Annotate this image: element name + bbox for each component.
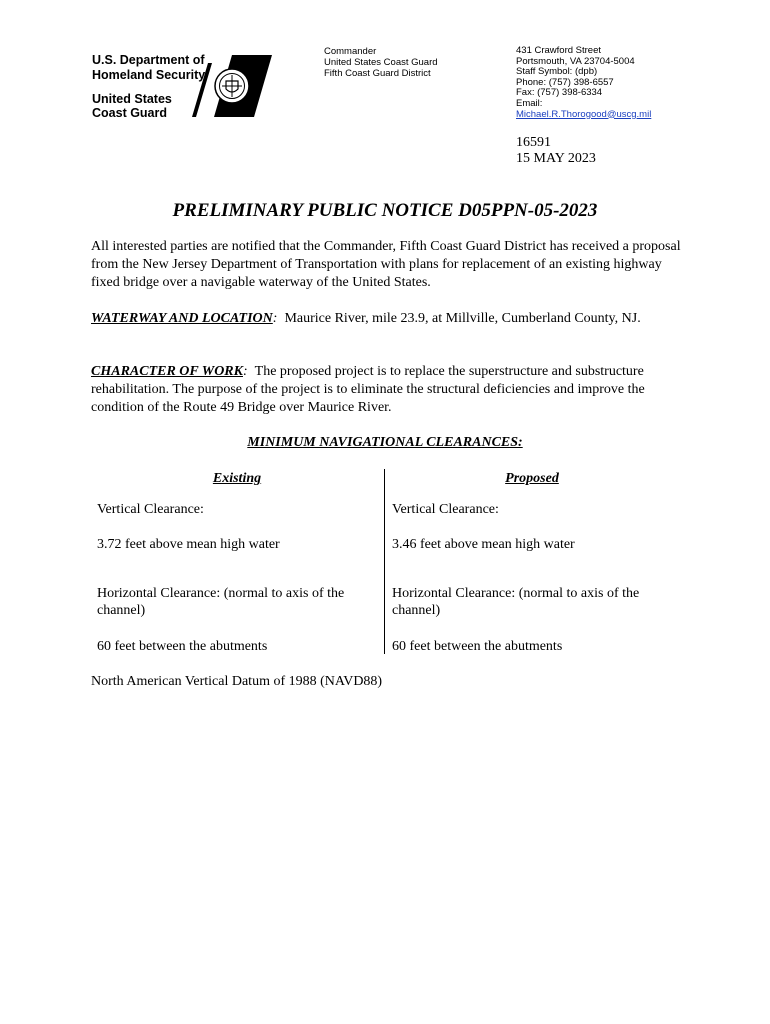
- existing-horizontal-value: 60 feet between the abutments: [97, 639, 268, 654]
- address-line: Phone: (757) 398-6557: [516, 76, 614, 88]
- proposed-vertical-label: Vertical Clearance:: [392, 502, 499, 517]
- waterway-paragraph: WATERWAY AND LOCATION: Maurice River, mile 23.9, at Millville, Cumberland County, NJ.: [91, 311, 641, 326]
- existing-vertical-value: 3.72 feet above mean high water: [97, 537, 280, 552]
- email-link[interactable]: Michael.R.Thorogood@uscg.mil: [516, 108, 652, 120]
- address-line: Fax: (757) 398-6334: [516, 87, 603, 99]
- address-line: Staff Symbol: (dpb): [516, 66, 598, 78]
- reference-block: [516, 135, 596, 167]
- intro-paragraph: All interested parties are notified that the Commander, Fifth Coast Guard District has received a proposal from the New Jersey Department of Transportation with plans for replacement of an existing highway fixed bridge over a navigable waterway of the United States.: [91, 239, 681, 290]
- column-divider: [384, 469, 385, 654]
- sender-line: United States Coast Guard: [324, 57, 438, 68]
- department-line: Homeland Security: [92, 68, 206, 82]
- address-line: Portsmouth, VA 23704-5004: [516, 55, 635, 67]
- existing-horizontal-label: Horizontal Clearance: (normal to axis of the channel): [97, 586, 345, 618]
- waterway-text: Maurice River, mile 23.9, at Millville, Cumberland County, NJ.: [284, 311, 641, 326]
- reference-number: 16591: [516, 135, 551, 150]
- waterway-label: WATERWAY AND LOCATION: [91, 311, 273, 326]
- existing-vertical-label: Vertical Clearance:: [97, 502, 204, 517]
- agency-line: Coast Guard: [92, 106, 168, 120]
- sender-block: [324, 46, 438, 79]
- address-block: [516, 46, 651, 120]
- clearances-heading: MINIMUM NAVIGATIONAL CLEARANCES:: [247, 435, 523, 450]
- proposed-header: Proposed: [505, 471, 559, 486]
- department-name: [92, 53, 205, 83]
- sender-line: Commander: [324, 46, 377, 57]
- existing-header: Existing: [212, 471, 262, 486]
- proposed-horizontal-value: 60 feet between the abutments: [392, 639, 563, 654]
- proposed-horizontal-label: Horizontal Clearance: (normal to axis of the channel): [392, 586, 640, 618]
- department-line: U.S. Department of: [92, 53, 205, 67]
- sender-line: Fifth Coast Guard District: [324, 68, 431, 79]
- character-paragraph: CHARACTER OF WORK: The proposed project is to replace the superstructure and substructure rehabilitation. The purpose of the project is to eliminate the structural deficiencies and improve the condition of the Route 49 Bridge over Maurice River.: [91, 364, 645, 415]
- character-text: The proposed project is to replace the superstructure and substructure rehabilitation. The purpose of the project is to eliminate the structural deficiencies and improve the condition of the Route 49 Bridge over Maurice River.: [91, 364, 645, 415]
- reference-date: 15 MAY 2023: [516, 151, 596, 166]
- agency-name: [92, 92, 172, 120]
- address-line: 431 Crawford Street: [516, 45, 602, 56]
- notice-title: PRELIMINARY PUBLIC NOTICE D05PPN-05-2023: [172, 200, 598, 221]
- uscg-seal-icon: [192, 55, 272, 117]
- character-label: CHARACTER OF WORK: [91, 364, 243, 379]
- proposed-vertical-value: 3.46 feet above mean high water: [392, 537, 575, 552]
- agency-line: United States: [92, 92, 172, 106]
- datum-note: North American Vertical Datum of 1988 (NAVD88): [91, 674, 383, 689]
- address-line: Email:: [516, 97, 543, 109]
